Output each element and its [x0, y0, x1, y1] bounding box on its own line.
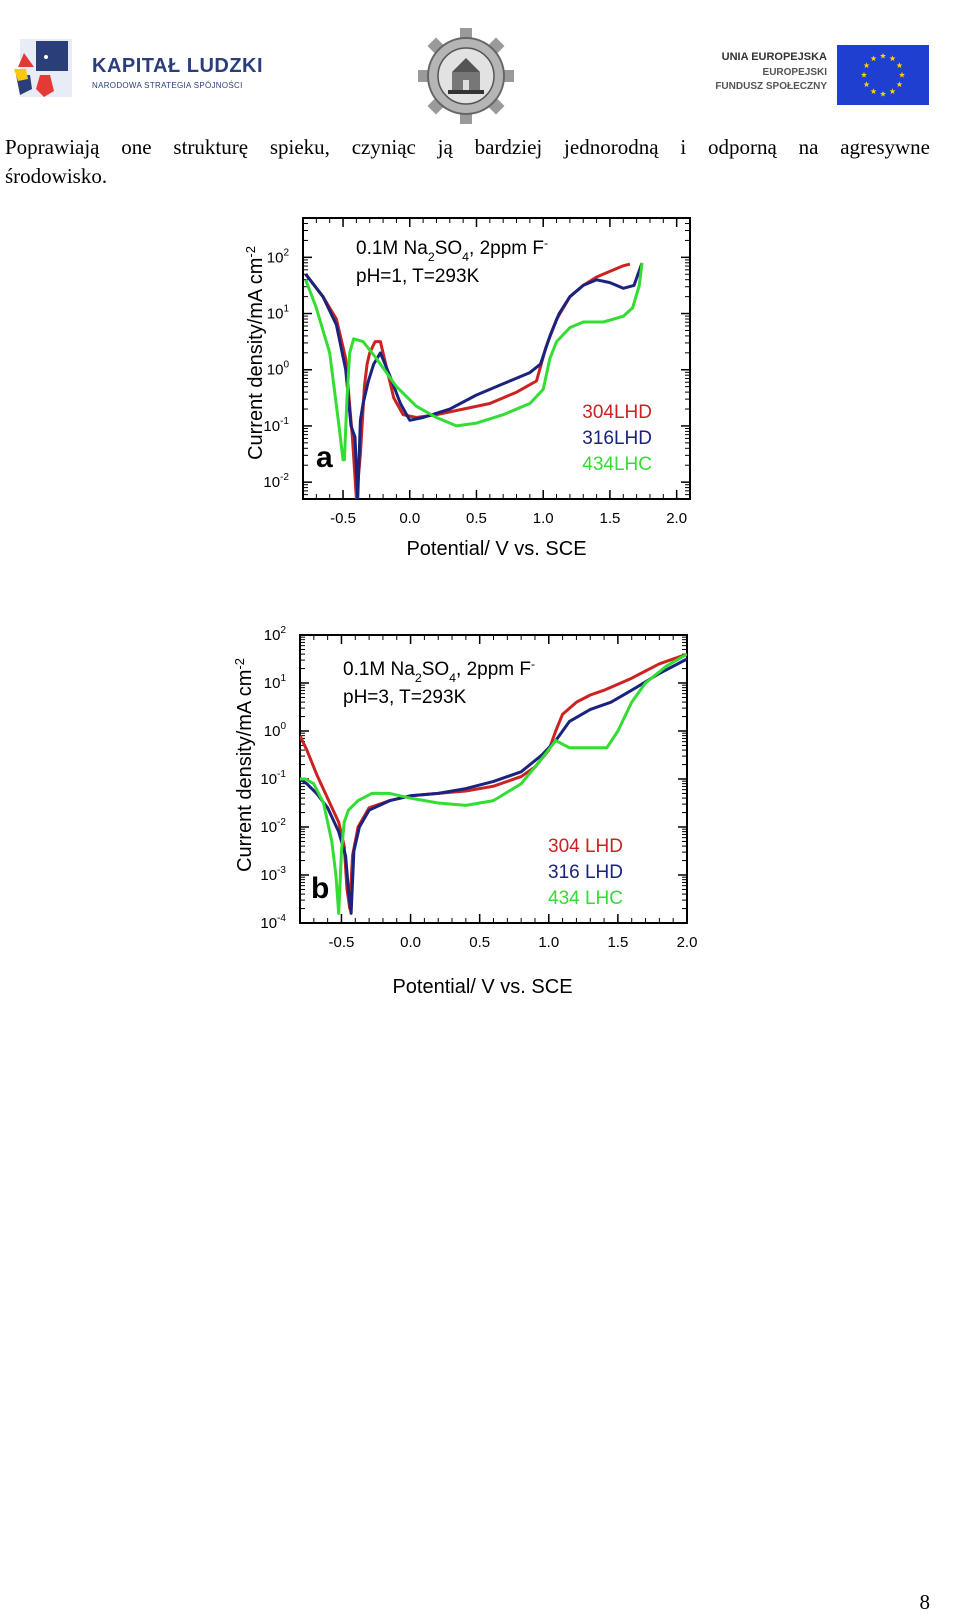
eu-fund-label-1: EUROPEJSKI	[762, 67, 827, 78]
y-tick-label: $10^{-4}$	[260, 913, 286, 932]
x-tick-label: 0.0	[400, 934, 422, 951]
paragraph-line-1: Poprawiają one strukturę spieku, czyniąc ją bardziej jednorodną i odporną na agresywne	[5, 135, 930, 159]
x-tick-label: -0.5	[328, 934, 355, 951]
panel-label: a	[316, 441, 333, 474]
page-number: 8	[919, 1590, 930, 1614]
y-tick-label: $10^1$	[263, 673, 286, 692]
polarization-chart-b	[0, 620, 960, 1015]
y-tick-label: $10^{-3}$	[260, 865, 286, 884]
x-tick-label: 0.5	[469, 934, 491, 951]
gear-seal-icon	[412, 26, 520, 126]
x-tick-label: 1.5	[599, 510, 621, 527]
y-tick-label: $10^{-1}$	[260, 769, 286, 788]
legend-label: 316LHD	[582, 428, 652, 449]
x-axis-label: Potential/ V vs. SCE	[406, 538, 587, 560]
condition-annotation-2: pH=1, T=293K	[356, 266, 480, 287]
series-line	[306, 264, 630, 499]
x-tick-label: 1.0	[532, 510, 554, 527]
panel-label: b	[311, 872, 330, 905]
eu-fund-logo	[695, 45, 935, 107]
kapital-ludzki-logo	[10, 35, 275, 110]
eu-flag-icon	[837, 45, 929, 105]
paragraph-line-2: środowisko.	[5, 164, 108, 188]
university-seal-logo	[412, 26, 520, 126]
page-header	[0, 0, 960, 130]
polarization-chart-a	[0, 205, 960, 575]
body-paragraph	[5, 133, 930, 191]
eu-fund-label-2: FUNDUSZ SPOŁECZNY	[715, 81, 827, 92]
y-tick-label: $10^1$	[266, 303, 289, 323]
condition-annotation: 0.1M $Na_2SO_4$, 2ppm F-	[356, 236, 549, 264]
y-tick-label: $10^{-2}$	[263, 472, 289, 492]
y-tick-label: $10^{-2}$	[260, 817, 286, 836]
x-tick-label: 0.0	[399, 510, 421, 527]
kapital-ludzki-emblem-icon	[10, 35, 82, 107]
condition-annotation-2: pH=3, T=293K	[343, 687, 467, 708]
x-tick-label: 1.5	[607, 934, 629, 951]
eu-union-label: UNIA EUROPEJSKA	[721, 51, 827, 63]
x-tick-label: 2.0	[676, 934, 698, 951]
x-tick-label: 0.5	[466, 510, 487, 527]
x-tick-label: 2.0	[666, 510, 688, 527]
y-axis-label: Current density/mA $cm^{-2}$	[242, 246, 267, 460]
legend-label: 434 LHC	[548, 888, 623, 909]
x-tick-label: -0.5	[330, 510, 356, 527]
legend-label: 304 LHD	[548, 836, 623, 857]
kapital-ludzki-subtitle: NARODOWA STRATEGIA SPÓJNOŚCI	[92, 81, 243, 90]
y-tick-label: $10^2$	[266, 247, 289, 267]
legend-label: 434LHC	[582, 454, 652, 475]
y-tick-label: $10^{-1}$	[263, 415, 289, 435]
legend-label: 304LHD	[582, 402, 652, 423]
y-tick-label: $10^2$	[263, 625, 286, 644]
legend-label: 316 LHD	[548, 862, 623, 883]
x-tick-label: 1.0	[538, 934, 560, 951]
y-tick-label: $10^0$	[263, 721, 286, 740]
y-tick-label: $10^0$	[266, 359, 289, 379]
condition-annotation: 0.1M $Na_2SO_4$, 2ppm F-	[343, 657, 536, 685]
x-axis-label: Potential/ V vs. SCE	[392, 976, 573, 998]
y-axis-label: Current density/mA $cm^{-2}$	[231, 658, 256, 872]
kapital-ludzki-title: KAPITAŁ LUDZKI	[92, 55, 264, 77]
